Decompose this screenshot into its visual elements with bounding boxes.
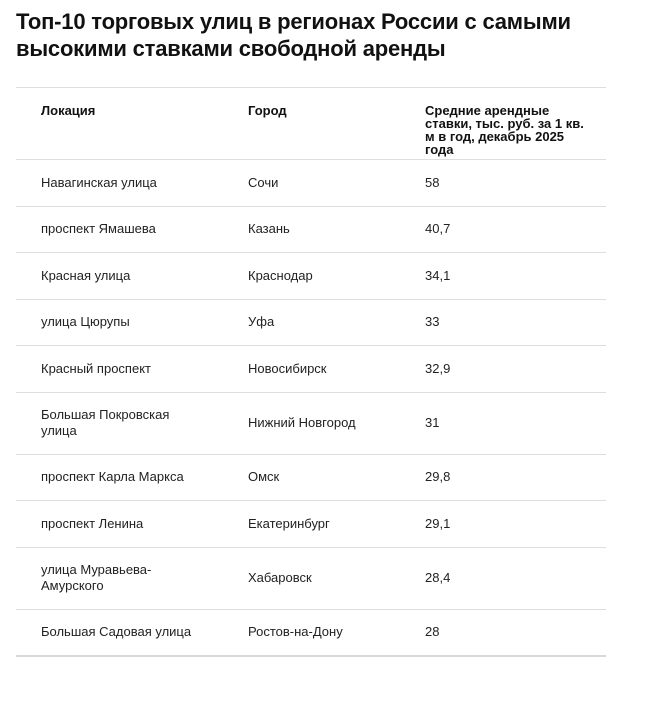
cell-city: Нижний Новгород xyxy=(223,392,400,454)
table-row xyxy=(16,454,606,501)
table-header-row xyxy=(16,88,606,160)
cell-rent-rate: 40,7 xyxy=(400,206,606,253)
cell-location-text: Большая Покровская улица xyxy=(41,407,170,438)
cell-location: проспект Ленина xyxy=(16,501,223,548)
cell-city: Хабаровск xyxy=(223,547,400,609)
rent-table xyxy=(16,87,606,657)
cell-rent-rate: 29,8 xyxy=(400,454,606,501)
table-row xyxy=(16,160,606,207)
header-location: Локация xyxy=(16,88,223,160)
rent-table-container xyxy=(16,87,606,657)
cell-rent-rate: 29,1 xyxy=(400,501,606,548)
cell-city: Екатеринбург xyxy=(223,501,400,548)
cell-location: Навагинская улица xyxy=(16,160,223,207)
cell-city: Краснодар xyxy=(223,253,400,300)
cell-rent-rate: 34,1 xyxy=(400,253,606,300)
table-row xyxy=(16,346,606,393)
cell-city: Казань xyxy=(223,206,400,253)
cell-location: проспект Ямашева xyxy=(16,206,223,253)
cell-city: Уфа xyxy=(223,299,400,346)
cell-city: Ростов-на-Дону xyxy=(223,609,400,656)
cell-city: Сочи xyxy=(223,160,400,207)
header-city: Город xyxy=(223,88,400,160)
page-title: Топ-10 торговых улиц в регионах России с самыми высокими ставками свободной аренды xyxy=(16,9,571,61)
cell-rent-rate: 32,9 xyxy=(400,346,606,393)
table-row xyxy=(16,206,606,253)
cell-location: улица Цюрупы xyxy=(16,299,223,346)
cell-city: Новосибирск xyxy=(223,346,400,393)
cell-rent-rate: 33 xyxy=(400,299,606,346)
cell-rent-rate: 31 xyxy=(400,392,606,454)
cell-location xyxy=(16,547,223,609)
cell-location: проспект Карла Маркса xyxy=(16,454,223,501)
cell-location xyxy=(16,392,223,454)
cell-rent-rate: 28 xyxy=(400,609,606,656)
cell-location: Красная улица xyxy=(16,253,223,300)
cell-location-text: улица Муравьева-Амурского xyxy=(41,562,152,593)
cell-rent-rate: 28,4 xyxy=(400,547,606,609)
table-row xyxy=(16,501,606,548)
table-row xyxy=(16,547,606,609)
cell-city: Омск xyxy=(223,454,400,501)
table-row xyxy=(16,299,606,346)
cell-location: Красный проспект xyxy=(16,346,223,393)
table-row xyxy=(16,253,606,300)
table-row xyxy=(16,392,606,454)
cell-location: Большая Садовая улица xyxy=(16,609,223,656)
cell-rent-rate: 58 xyxy=(400,160,606,207)
header-rent-rate: Средние арендные ставки, тыс. руб. за 1 кв. м в год, декабрь 2025 года xyxy=(400,88,606,160)
table-row xyxy=(16,609,606,656)
